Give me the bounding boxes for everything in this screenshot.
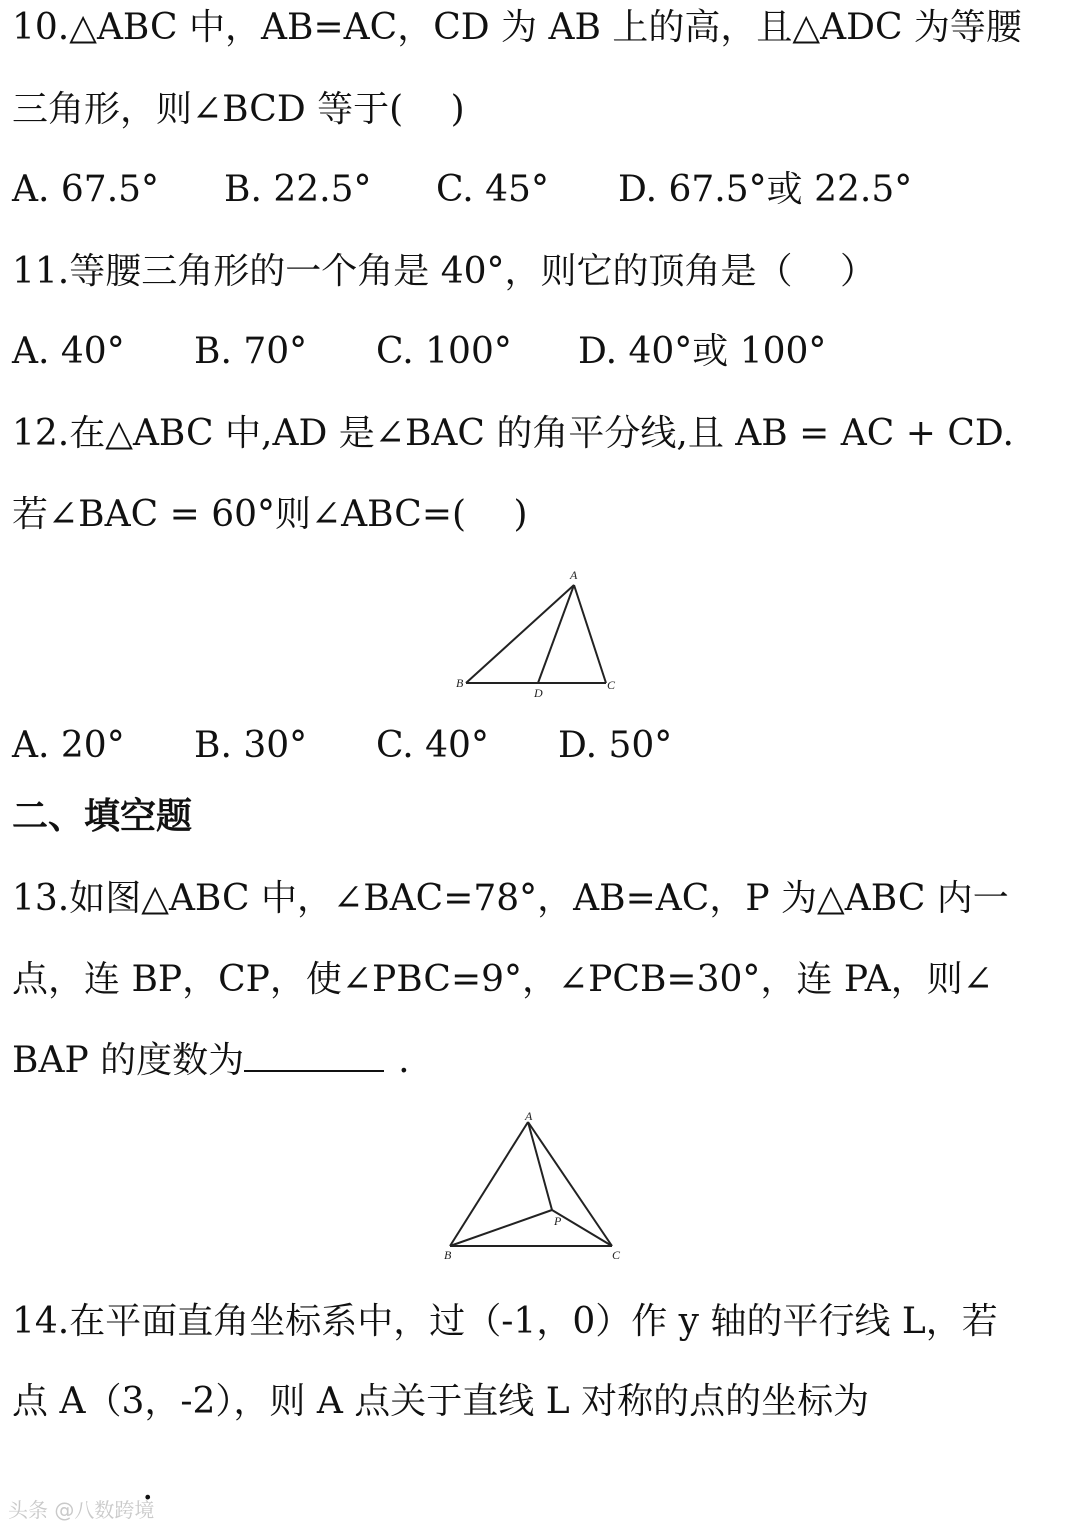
q12-option-a: A. 20° <box>12 725 125 766</box>
q12-segment-ad <box>538 585 574 683</box>
q12-option-b: B. 30° <box>194 725 308 766</box>
q10-option-c: C. 45° <box>436 169 549 210</box>
q12-text-line1: 12.在△ABC 中,AD 是∠BAC 的角平分线,且 AB = AC + CD. <box>12 413 1014 454</box>
q11-option-d: D. 40°或 100° <box>578 331 827 372</box>
q13-label-c: C <box>612 1248 621 1262</box>
q13-label-a: A <box>525 1112 533 1123</box>
q12-text-line2: 若∠BAC = 60°则∠ABC=( ) <box>12 494 528 535</box>
q13-triangle-figure <box>436 1112 636 1262</box>
q14-text-line3: . <box>142 1467 154 1508</box>
q12-triangle-figure <box>452 565 622 705</box>
q12-options <box>12 724 1012 768</box>
q14-text-line1: 14.在平面直角坐标系中，过（-1，0）作 y 轴的平行线 L，若 <box>12 1301 998 1342</box>
q11-options <box>12 330 1012 374</box>
q12-segment-ac <box>574 585 606 683</box>
watermark: 头条 @八数跨境 <box>8 1498 155 1522</box>
q13-segment-ap <box>528 1122 552 1210</box>
q13-line3-prefix: BAP 的度数为 <box>12 1040 245 1081</box>
q13-text-line2: 点，连 BP，CP，使∠PBC=9°，∠PCB=30°，连 PA，则∠ <box>12 959 993 1000</box>
q11-option-b: B. 70° <box>194 331 308 372</box>
q11-option-c: C. 100° <box>376 331 512 372</box>
q13-segment-bp <box>450 1210 552 1246</box>
q12-label-a: A <box>570 568 578 582</box>
q10-option-a: A. 67.5° <box>12 169 160 210</box>
q13-text-line3 <box>12 1039 410 1083</box>
q13-text-line1: 13.如图△ABC 中，∠BAC=78°，AB=AC，P 为△ABC 内一 <box>12 878 1009 919</box>
q12-option-d: D. 50° <box>558 725 673 766</box>
q11-option-a: A. 40° <box>12 331 125 372</box>
q10-text-line1: 10.△ABC 中，AB=AC，CD 为 AB 上的高，且△ADC 为等腰 <box>12 7 1022 48</box>
section-heading-fill-in: 二、填空题 <box>12 796 193 837</box>
q13-line3-suffix: . <box>398 1040 410 1081</box>
q13-label-p: P <box>554 1214 562 1228</box>
q12-label-b: B <box>456 676 464 690</box>
q11-text-line1: 11.等腰三角形的一个角是 40°，则它的顶角是（ ） <box>12 251 876 292</box>
q10-text-line2: 三角形，则∠BCD 等于( ) <box>12 89 465 130</box>
q13-segment-ac <box>528 1122 612 1246</box>
q12-label-c: C <box>607 678 616 692</box>
q12-segment-ab <box>466 585 574 683</box>
q10-option-b: B. 22.5° <box>224 169 372 210</box>
q12-option-c: C. 40° <box>376 725 489 766</box>
q13-label-b: B <box>444 1248 452 1262</box>
q12-label-d: D <box>534 686 543 700</box>
q14-text-line2: 点 A（3，-2），则 A 点关于直线 L 对称的点的坐标为 <box>12 1381 870 1422</box>
q10-option-d: D. 67.5°或 22.5° <box>618 169 913 210</box>
q10-options <box>12 168 1012 212</box>
q13-segment-ab <box>450 1122 528 1246</box>
q13-answer-blank <box>244 1040 384 1072</box>
